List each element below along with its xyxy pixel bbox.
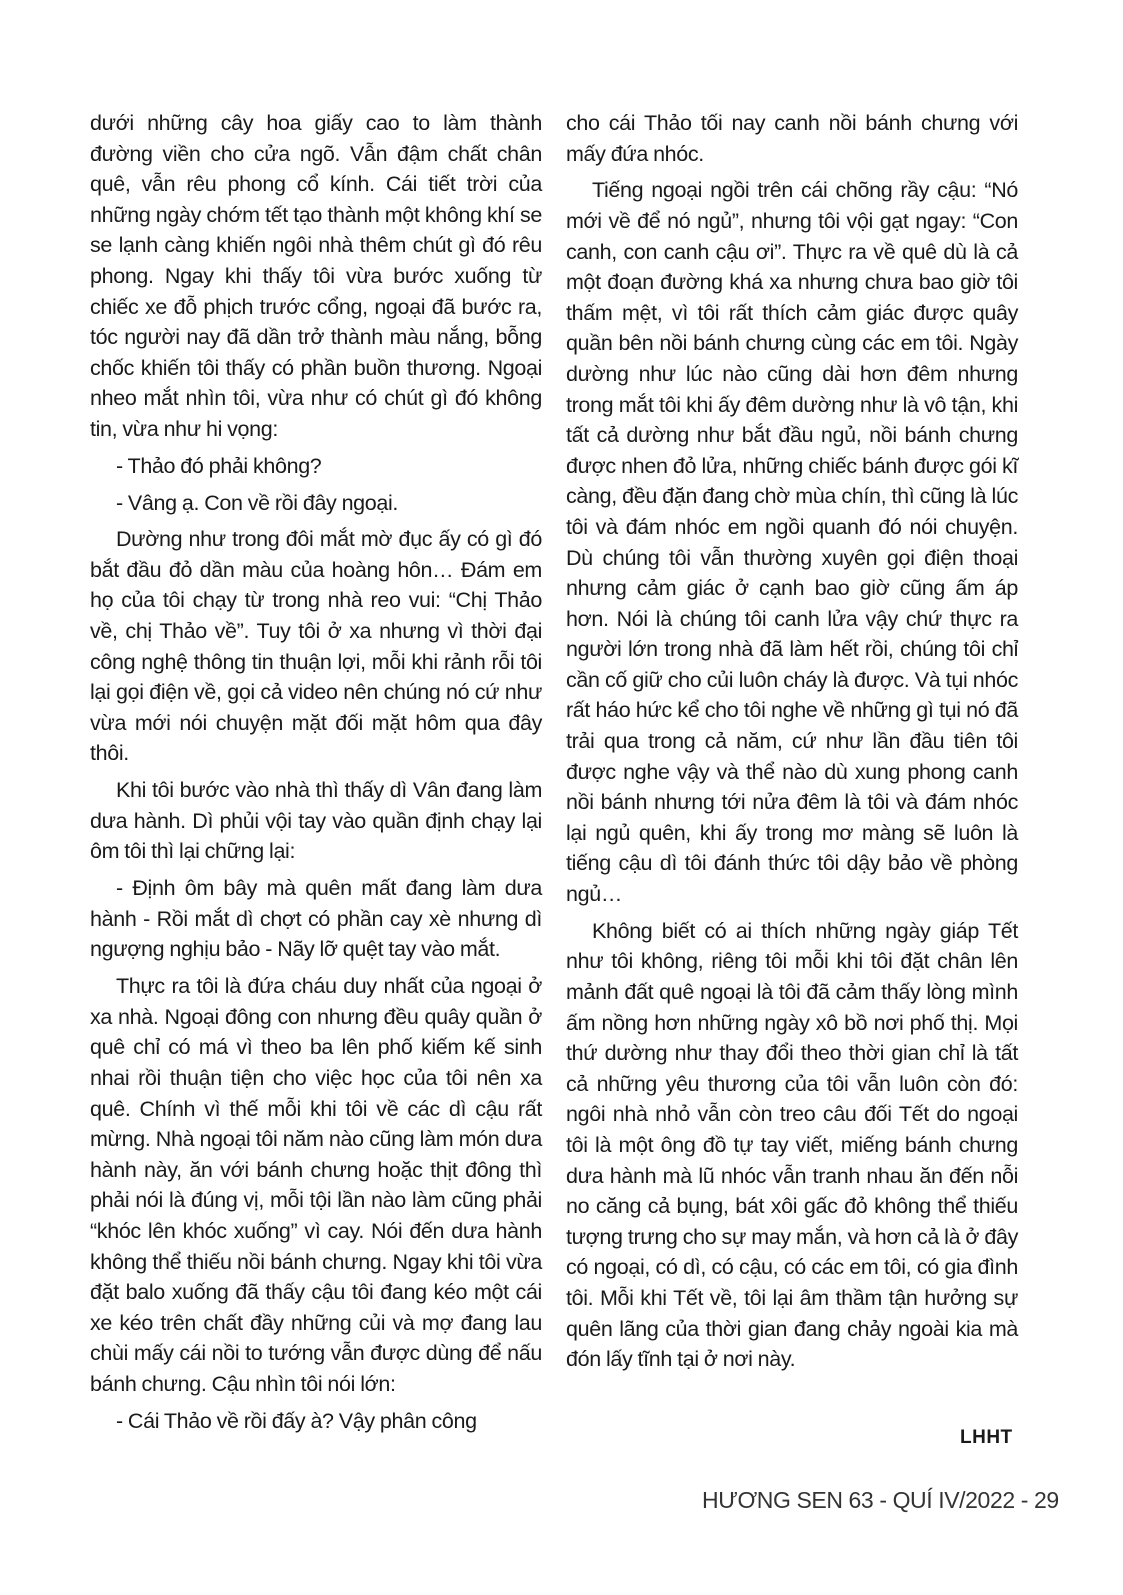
paragraph: Khi tôi bước vào nhà thì thấy dì Vân đang làm dưa hành. Dì phủi vội tay vào quần định chạy lại ôm tôi thì lại chững lại:	[90, 778, 542, 864]
paragraph: Dường như trong đôi mắt mờ đục ấy có gì đó bắt đầu đỏ dần màu của hoàng hôn… Đám em họ của tôi chạy từ trong nhà reo vui: “Chị Thảo về, chị Thảo về”. Tuy tôi ở xa nhưng vì thời đại công nghệ thông tin thuận lợi, mỗi khi rảnh rỗi tôi lại gọi điện về, gọi cả video nên chúng nó cứ như vừa mới nói chuyện mặt đối mặt hôm qua đây thôi.	[90, 527, 542, 766]
author-signature: LHHT	[960, 1427, 1013, 1448]
paragraph: Thực ra tôi là đứa cháu duy nhất của ngoại ở xa nhà. Ngoại đông con nhưng đều quây quần ở quê chỉ có má vì theo ba lên phố kiếm kế sinh nhai rồi thuận tiện cho việc học của tôi nên xa quê. Chính vì thế mỗi khi tôi về các dì cậu rất mừng. Nhà ngoại tôi năm nào cũng làm món dưa hành này, ăn với bánh chưng hoặc thịt đông thì phải nói là đúng vị, mỗi tội lần nào làm cũng phải “khóc lên khóc xuống” vì cay. Nói đến dưa hành không thể thiếu nồi bánh chưng. Ngay khi tôi vừa đặt balo xuống đã thấy cậu tôi đang kéo một cái xe kéo trên chất đầy những củi và mợ đang lau chùi mấy cái nồi to tướng vẫn được dùng để nấu bánh chưng. Cậu nhìn tôi nói lớn:	[90, 974, 542, 1396]
article-left-column	[90, 108, 542, 1442]
paragraph: cho cái Thảo tối nay canh nồi bánh chưng với mấy đứa nhóc.	[566, 111, 1018, 166]
page-footer: HƯƠNG SEN 63 - QUÍ IV/2022 - 29	[702, 1487, 1059, 1513]
dialogue-line: - Thảo đó phải không?	[116, 453, 322, 478]
dialogue-line: - Cái Thảo về rồi đấy à? Vậy phân công	[116, 1408, 477, 1433]
dialogue-line: - Vâng ạ. Con về rồi đây ngoại.	[116, 490, 399, 515]
paragraph: Tiếng ngoại ngồi trên cái chõng rầy cậu: “Nó mới về để nó ngủ”, nhưng tôi vội gạt ngay: “Con canh, con canh cậu ơi”. Thực ra về quê dù là cả một đoạn đường khá xa nhưng chưa bao giờ tôi thấm mệt, vì tôi rất thích cảm giác được quây quần bên nồi bánh chưng cùng các em tôi. Ngày dường như lúc nào cũng dài hơn đêm nhưng trong mắt tôi khi ấy đêm dường như là vô tận, khi tất cả dường như bắt đầu ngủ, nồi bánh chưng được nhen đỏ lửa, những chiếc bánh được gói kĩ càng, đều đặn đang chờ mùa chín, thì cũng là lúc tôi và đám nhóc em ngồi quanh đó nói chuyện. Dù chúng tôi vẫn thường xuyên gọi điện thoại nhưng cảm giác ở cạnh bao giờ cũng ấm áp hơn. Nói là chúng tôi canh lửa vậy chứ thực ra người lớn trong nhà đã làm hết rồi, chúng tôi chỉ cần cố giữ cho củi luôn cháy là được. Và tụi nhóc rất háo hức kể cho tôi nghe về những gì tụi nó đã trải qua trong cả năm, cứ như lần đầu tiên tôi được nghe vậy và thể nào dù xung phong canh nồi bánh nhưng tới nửa đêm là tôi và đám nhóc lại ngủ quên, khi ấy trong mơ màng sẽ luôn là tiếng cậu dì tôi đánh thức tôi dậy bảo về phòng ngủ…	[566, 178, 1018, 907]
paragraph: dưới những cây hoa giấy cao to làm thành đường viền cho cửa ngõ. Vẫn đậm chất chân quê, vẫn rêu phong cổ kính. Cái tiết trời của những ngày chớm tết tạo thành một không khí se se lạnh càng khiến ngôi nhà thêm chút gì đó rêu phong. Ngay khi thấy tôi vừa bước xuống từ chiếc xe đỗ phịch trước cổng, ngoại đã bước ra, tóc người nay đã dần trở thành màu nắng, bỗng chốc khiến tôi thấy có phần buồn thương. Ngoại nheo mắt nhìn tôi, vừa như có chút gì đó không tin, vừa như hi vọng:	[90, 111, 542, 441]
paragraph: Không biết có ai thích những ngày giáp Tết như tôi không, riêng tôi mỗi khi tôi đặt chân lên mảnh đất quê ngoại là tôi đã cảm thấy lòng mình ấm nồng hơn những ngày xô bồ nơi phố thị. Mọi thứ dường như thay đổi theo thời gian chỉ là tất cả những yêu thương của tôi vẫn luôn còn đó: ngôi nhà nhỏ vẫn còn treo câu đối Tết do ngoại tôi là một ông đồ tự tay viết, miếng bánh chưng dưa hành mà lũ nhóc vẫn tranh nhau ăn đến nỗi no căng cả bụng, bát xôi gấc đỏ không thể thiếu tượng trưng cho sự may mắn, và hơn cả là ở đây có ngoại, có dì, có cậu, có các em tôi, có gia đình tôi. Mỗi khi Tết về, tôi lại âm thầm tận hưởng sự quên lãng của thời gian đang chảy ngoài kia mà đón lấy tĩnh tại ở nơi này.	[566, 918, 1018, 1372]
article-right-column	[566, 108, 1018, 1381]
dialogue-line: - Định ôm bây mà quên mất đang làm dưa hành - Rồi mắt dì chợt có phần cay xè nhưng dì ngượng nghịu bảo - Nãy lỡ quệt tay vào mắt.	[90, 876, 542, 962]
